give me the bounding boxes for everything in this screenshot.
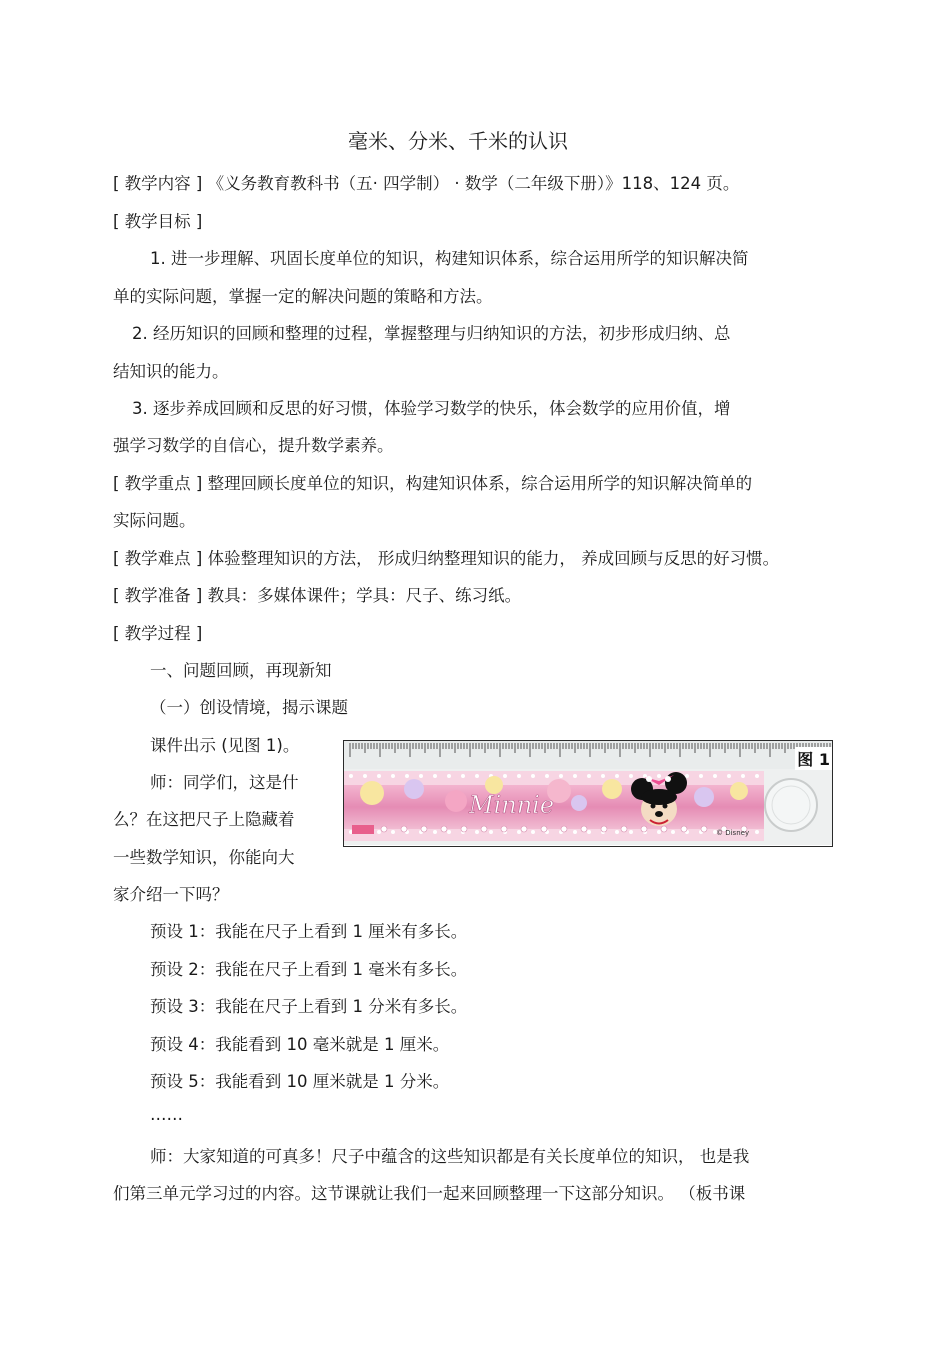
ellipsis: …… <box>150 1105 183 1124</box>
figure-label: 图 1 <box>795 747 832 770</box>
page-title: 毫米、分米、千米的认识 <box>348 129 568 153</box>
goal-3-line-2: 强学习数学的自信心，提升数学素养。 <box>113 436 394 455</box>
goal-3-line-1: 3. 逐步养成回顾和反思的好习惯，体验学习数学的快乐，体会数学的应用价值，增 <box>132 399 731 418</box>
ruler-illustration <box>344 741 832 845</box>
teacher-question-line-3: 一些数学知识，你能向大 <box>113 848 295 867</box>
goals-heading: [ 教学目标 ] <box>113 212 203 231</box>
goal-1-line-2: 单的实际问题，掌握一定的解决问题的策略和方法。 <box>113 287 493 306</box>
magnifier-lens <box>765 779 817 831</box>
preset-5: 预设 5：我能看到 10 厘米就是 1 分米。 <box>150 1072 450 1091</box>
key-point-line-1: [ 教学重点 ] 整理回顾长度单位的知识，构建知识体系，综合运用所学的知识解决简单的 <box>113 474 753 493</box>
preparation: [ 教学准备 ] 教具：多媒体课件；学具：尺子、练习纸。 <box>113 586 522 605</box>
teaching-content: [ 教学内容 ] 《义务教育教科书（五· 四学制） · 数学（二年级下册）》118、124 页。 <box>113 174 740 193</box>
minnie-logo: Minnie <box>469 791 555 819</box>
goal-2-line-1: 2. 经历知识的回顾和整理的过程，掌握整理与归纳知识的方法，初步形成归纳、总 <box>132 324 731 343</box>
goal-1-line-1: 1. 进一步理解、巩固长度单位的知识，构建知识体系，综合运用所学的知识解决简 <box>150 249 749 268</box>
preset-1: 预设 1：我能在尺子上看到 1 厘米有多长。 <box>150 922 468 941</box>
section-1-heading: 一、问题回顾，再现新知 <box>150 661 332 680</box>
goal-2-line-2: 结知识的能力。 <box>113 362 229 381</box>
closing-line-1: 师：大家知道的可真多！尺子中蕴含的这些知识都是有关长度单位的知识， 也是我 <box>150 1147 750 1166</box>
courseware-line: 课件出示 (见图 1)。 <box>150 736 300 755</box>
process-heading: [ 教学过程 ] <box>113 624 203 643</box>
teacher-question-line-4: 家介绍一下吗？ <box>113 885 229 904</box>
difficulty: [ 教学难点 ] 体验整理知识的方法， 形成归纳整理知识的能力， 养成回顾与反思的好习惯。 <box>113 549 780 568</box>
brand-tag <box>352 825 374 834</box>
teacher-question-line-2: 么？在这把尺子上隐藏着 <box>113 810 295 829</box>
disney-mark: © Disney <box>716 829 750 837</box>
teacher-question-line-1: 师：同学们，这是什 <box>150 773 299 792</box>
subsection-1-heading: （一）创设情境，揭示课题 <box>150 698 348 717</box>
closing-line-2: 们第三单元学习过的内容。这节课就让我们一起来回顾整理一下这部分知识。 （板书课 <box>113 1184 746 1203</box>
preset-4: 预设 4：我能看到 10 毫米就是 1 厘米。 <box>150 1035 450 1054</box>
ruler-figure <box>343 740 833 847</box>
preset-2: 预设 2：我能在尺子上看到 1 毫米有多长。 <box>150 960 468 979</box>
key-point-line-2: 实际问题。 <box>113 511 196 530</box>
preset-3: 预设 3：我能在尺子上看到 1 分米有多长。 <box>150 997 468 1016</box>
